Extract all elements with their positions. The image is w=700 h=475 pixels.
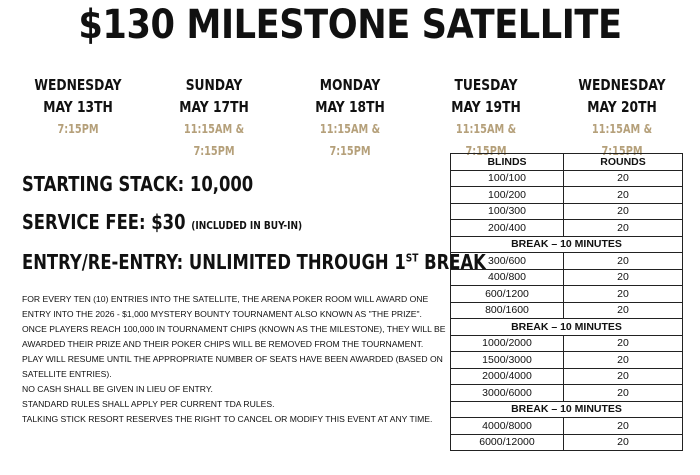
blinds-cell: 400/800 [451,269,564,286]
rounds-cell: 20 [564,352,683,369]
rounds-header: ROUNDS [564,154,683,171]
day-time: 7:15PM [57,121,99,136]
entry-text-end: BREAK [418,250,486,274]
service-fee-note: (INCLUDED IN BUY-IN) [191,219,303,232]
table-row [451,269,683,286]
table-row [451,253,683,270]
blinds-cell: 4000/8000 [451,418,564,435]
day-name: WEDNESDAY [578,76,666,94]
table-header-row [451,154,683,171]
blinds-cell: 1000/2000 [451,335,564,352]
blinds-cell: 800/1600 [451,302,564,319]
rule-line: FOR EVERY TEN (10) ENTRIES INTO THE SATELLITE, THE ARENA POKER ROOM WILL AWARD ONE ENTRY INTO THE 2026 - $1,000 MYSTERY BOUNTY TOURNAMENT ALSO KNOWN AS "THE PRIZE". [22,294,429,319]
rounds-cell: 20 [564,434,683,451]
break-label: BREAK – 10 MINUTES [451,319,683,336]
table-row [451,335,683,352]
day-time: 11:15AM & 7:15PM [591,121,653,158]
page-title: $130 MILESTONE SATELLITE [78,2,622,48]
blinds-cell: 200/400 [451,220,564,237]
day-time: 11:15AM & 7:15PM [183,121,245,158]
rounds-cell: 20 [564,302,683,319]
day-name: WEDNESDAY [34,76,122,94]
rule-line: STANDARD RULES SHALL APPLY PER CURRENT TDA RULES. [22,399,275,409]
table-row [451,352,683,369]
starting-stack-text: STARTING STACK: 10,000 [22,172,254,196]
schedule-day [284,74,416,162]
break-label: BREAK – 10 MINUTES [451,401,683,418]
service-fee-text: SERVICE FEE: $30 [22,210,186,234]
blinds-cell: 2000/4000 [451,368,564,385]
table-row [451,385,683,402]
blinds-cell: 3000/6000 [451,385,564,402]
table-row [451,418,683,435]
blinds-table [450,153,683,451]
blinds-cell: 100/100 [451,170,564,187]
rounds-cell: 20 [564,220,683,237]
table-row [451,302,683,319]
rounds-cell: 20 [564,203,683,220]
blinds-header: BLINDS [451,154,564,171]
rules-text [22,292,447,427]
service-fee [22,210,364,234]
blinds-cell: 1500/3000 [451,352,564,369]
schedule-day [556,74,688,162]
blinds-cell: 600/1200 [451,286,564,303]
table-row [451,220,683,237]
table-row [451,187,683,204]
day-name: SUNDAY [185,76,243,94]
blinds-cell: 100/300 [451,203,564,220]
rule-line: ONCE PLAYERS REACH 100,000 IN TOURNAMENT CHIPS (KNOWN AS THE MILESTONE), THEY WILL BE AWARDED THEIR PRIZE AND THEIR POKER CHIPS WILL BE REMOVED FROM THE TOURNAMENT. [22,324,446,349]
schedule-day [420,74,552,162]
day-date: MAY 17TH [179,98,249,116]
blinds-cell: 300/600 [451,253,564,270]
entry-text: ENTRY/RE-ENTRY: UNLIMITED THROUGH 1 [22,250,406,274]
rounds-cell: 20 [564,335,683,352]
entry-policy-line [22,250,486,274]
table-row [451,170,683,187]
break-label: BREAK – 10 MINUTES [451,236,683,253]
table-row [451,434,683,451]
rule-line: NO CASH SHALL BE GIVEN IN LIEU OF ENTRY. [22,384,213,394]
rounds-cell: 20 [564,385,683,402]
day-name: MONDAY [319,76,381,94]
day-date: MAY 13TH [43,98,113,116]
entry-superscript: ST [405,251,419,265]
rounds-cell: 20 [564,418,683,435]
rounds-cell: 20 [564,253,683,270]
rounds-cell: 20 [564,269,683,286]
break-row [451,236,683,253]
day-time: 11:15AM & 7:15PM [455,121,517,158]
rounds-cell: 20 [564,170,683,187]
break-row [451,319,683,336]
blinds-cell: 6000/12000 [451,434,564,451]
rounds-cell: 20 [564,368,683,385]
day-name: TUESDAY [454,76,518,94]
table-row [451,368,683,385]
rule-line: TALKING STICK RESORT RESERVES THE RIGHT TO CANCEL OR MODIFY THIS EVENT AT ANY TIME. [22,414,433,424]
day-time: 11:15AM & 7:15PM [319,121,381,158]
day-date: MAY 18TH [315,98,385,116]
rounds-cell: 20 [564,286,683,303]
table-row [451,203,683,220]
break-row [451,401,683,418]
starting-stack [22,172,304,196]
blinds-table-body [451,170,683,451]
schedule [12,74,688,162]
rule-line: PLAY WILL RESUME UNTIL THE APPROPRIATE NUMBER OF SEATS HAVE BEEN AWARDED (BASED ON SATELLITE ENTRIES). [22,354,443,379]
service-fee-line [22,210,302,234]
table-row [451,286,683,303]
schedule-day [148,74,280,162]
rounds-cell: 20 [564,187,683,204]
day-date: MAY 20TH [587,98,657,116]
blinds-cell: 100/200 [451,187,564,204]
day-date: MAY 19TH [451,98,521,116]
schedule-day [12,74,144,162]
